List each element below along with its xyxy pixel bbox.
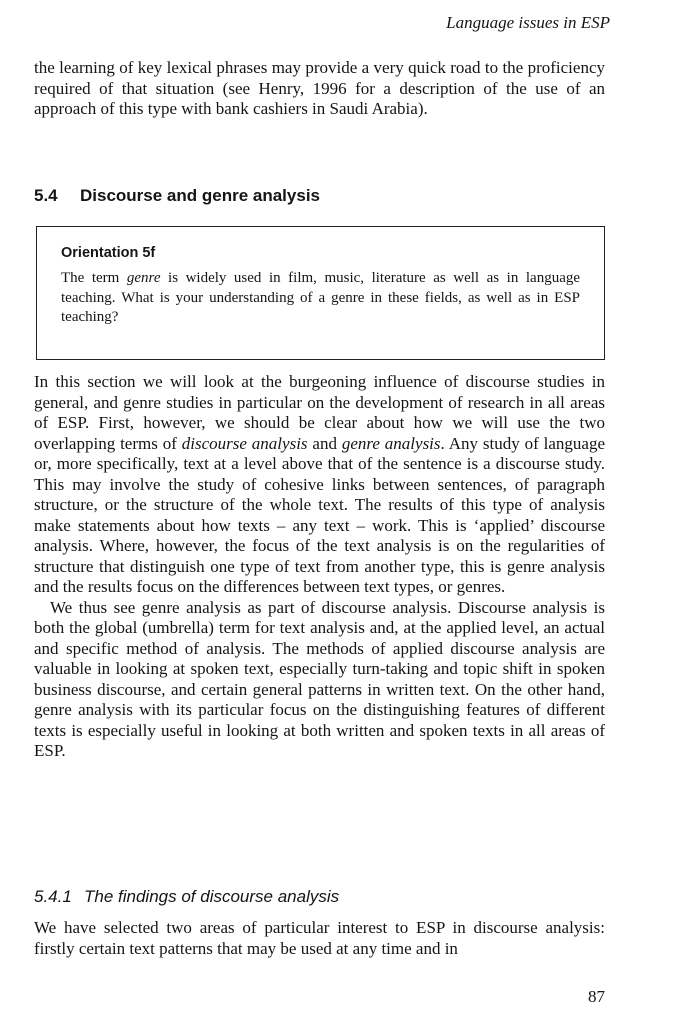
section-number: 5.4 — [34, 186, 58, 205]
subsection-title: The findings of discourse analysis — [84, 887, 340, 906]
orientation-box — [36, 226, 605, 360]
paragraph-2: We thus see genre analysis as part of discourse analysis. Discourse analysis is both the global (umbrella) term for text analysis and, at the applied level, an actual and specific method of analysis. The methods of applied discourse analysis are valuable in looking at spoken text, especially turn-taking and topic shift in spoken business discourse, and certain general patterns in written text. On the other hand, genre analysis with its particular focus on the distinguishing features of different texts is especially useful in looking at both written and spoken texts in all areas of ESP. — [34, 597, 605, 760]
subsection-number: 5.4.1 — [34, 887, 72, 906]
main-text — [34, 372, 605, 762]
paragraph-1-part-a: In this section we will look at the burgeoning influence of discourse studies in general, and genre studies in particular on the development of research in all areas of ESP. First, however, we should be clear about how we will use the two overlapping terms of — [34, 372, 605, 453]
final-paragraph: We have selected two areas of particular interest to ESP in discourse analysis: firstly certain text patterns that may be used at any time and in — [34, 918, 605, 958]
orientation-text-b: is widely used in film, music, literature as well as in language teaching. What is your understanding of a genre in these fields, as well as in ESP teaching? — [61, 270, 581, 325]
running-header: Language issues in ESP — [446, 13, 610, 32]
section-heading — [34, 186, 320, 206]
section-title: Discourse and genre analysis — [80, 186, 320, 205]
orientation-term: genre — [126, 270, 161, 286]
term-discourse-analysis: discourse analysis — [181, 433, 308, 453]
orientation-text — [61, 269, 580, 328]
paragraph-1-part-b: and — [307, 433, 342, 453]
term-genre-analysis: genre analysis — [341, 433, 441, 453]
orientation-title: Orientation 5f — [61, 245, 156, 261]
paragraph-1-part-c: . Any study of language or, more specifically, text at a level above that of the sentence is a discourse study. This may involve the study of cohesive links between sentences, of paragraph structure, or the structure of the whole text. The results of this type of analysis make statements about how texts – any text – work. This is ‘applied’ discourse analysis. Where, however, the focus of the text analysis is on the regularities of structure that distinguish one type of text from another type, this is genre analysis and the results focus on the differences between text types, or genres. — [34, 433, 605, 596]
paragraph-1 — [34, 372, 605, 598]
orientation-text-a: The term — [61, 270, 127, 286]
page-number: 87 — [588, 987, 605, 1006]
intro-paragraph: the learning of key lexical phrases may provide a very quick road to the proficiency required of that situation (see Henry, 1996 for a description of the use of an approach of this type with bank cashiers in Saudi Arabia). — [34, 58, 605, 118]
subsection-heading — [34, 887, 339, 907]
